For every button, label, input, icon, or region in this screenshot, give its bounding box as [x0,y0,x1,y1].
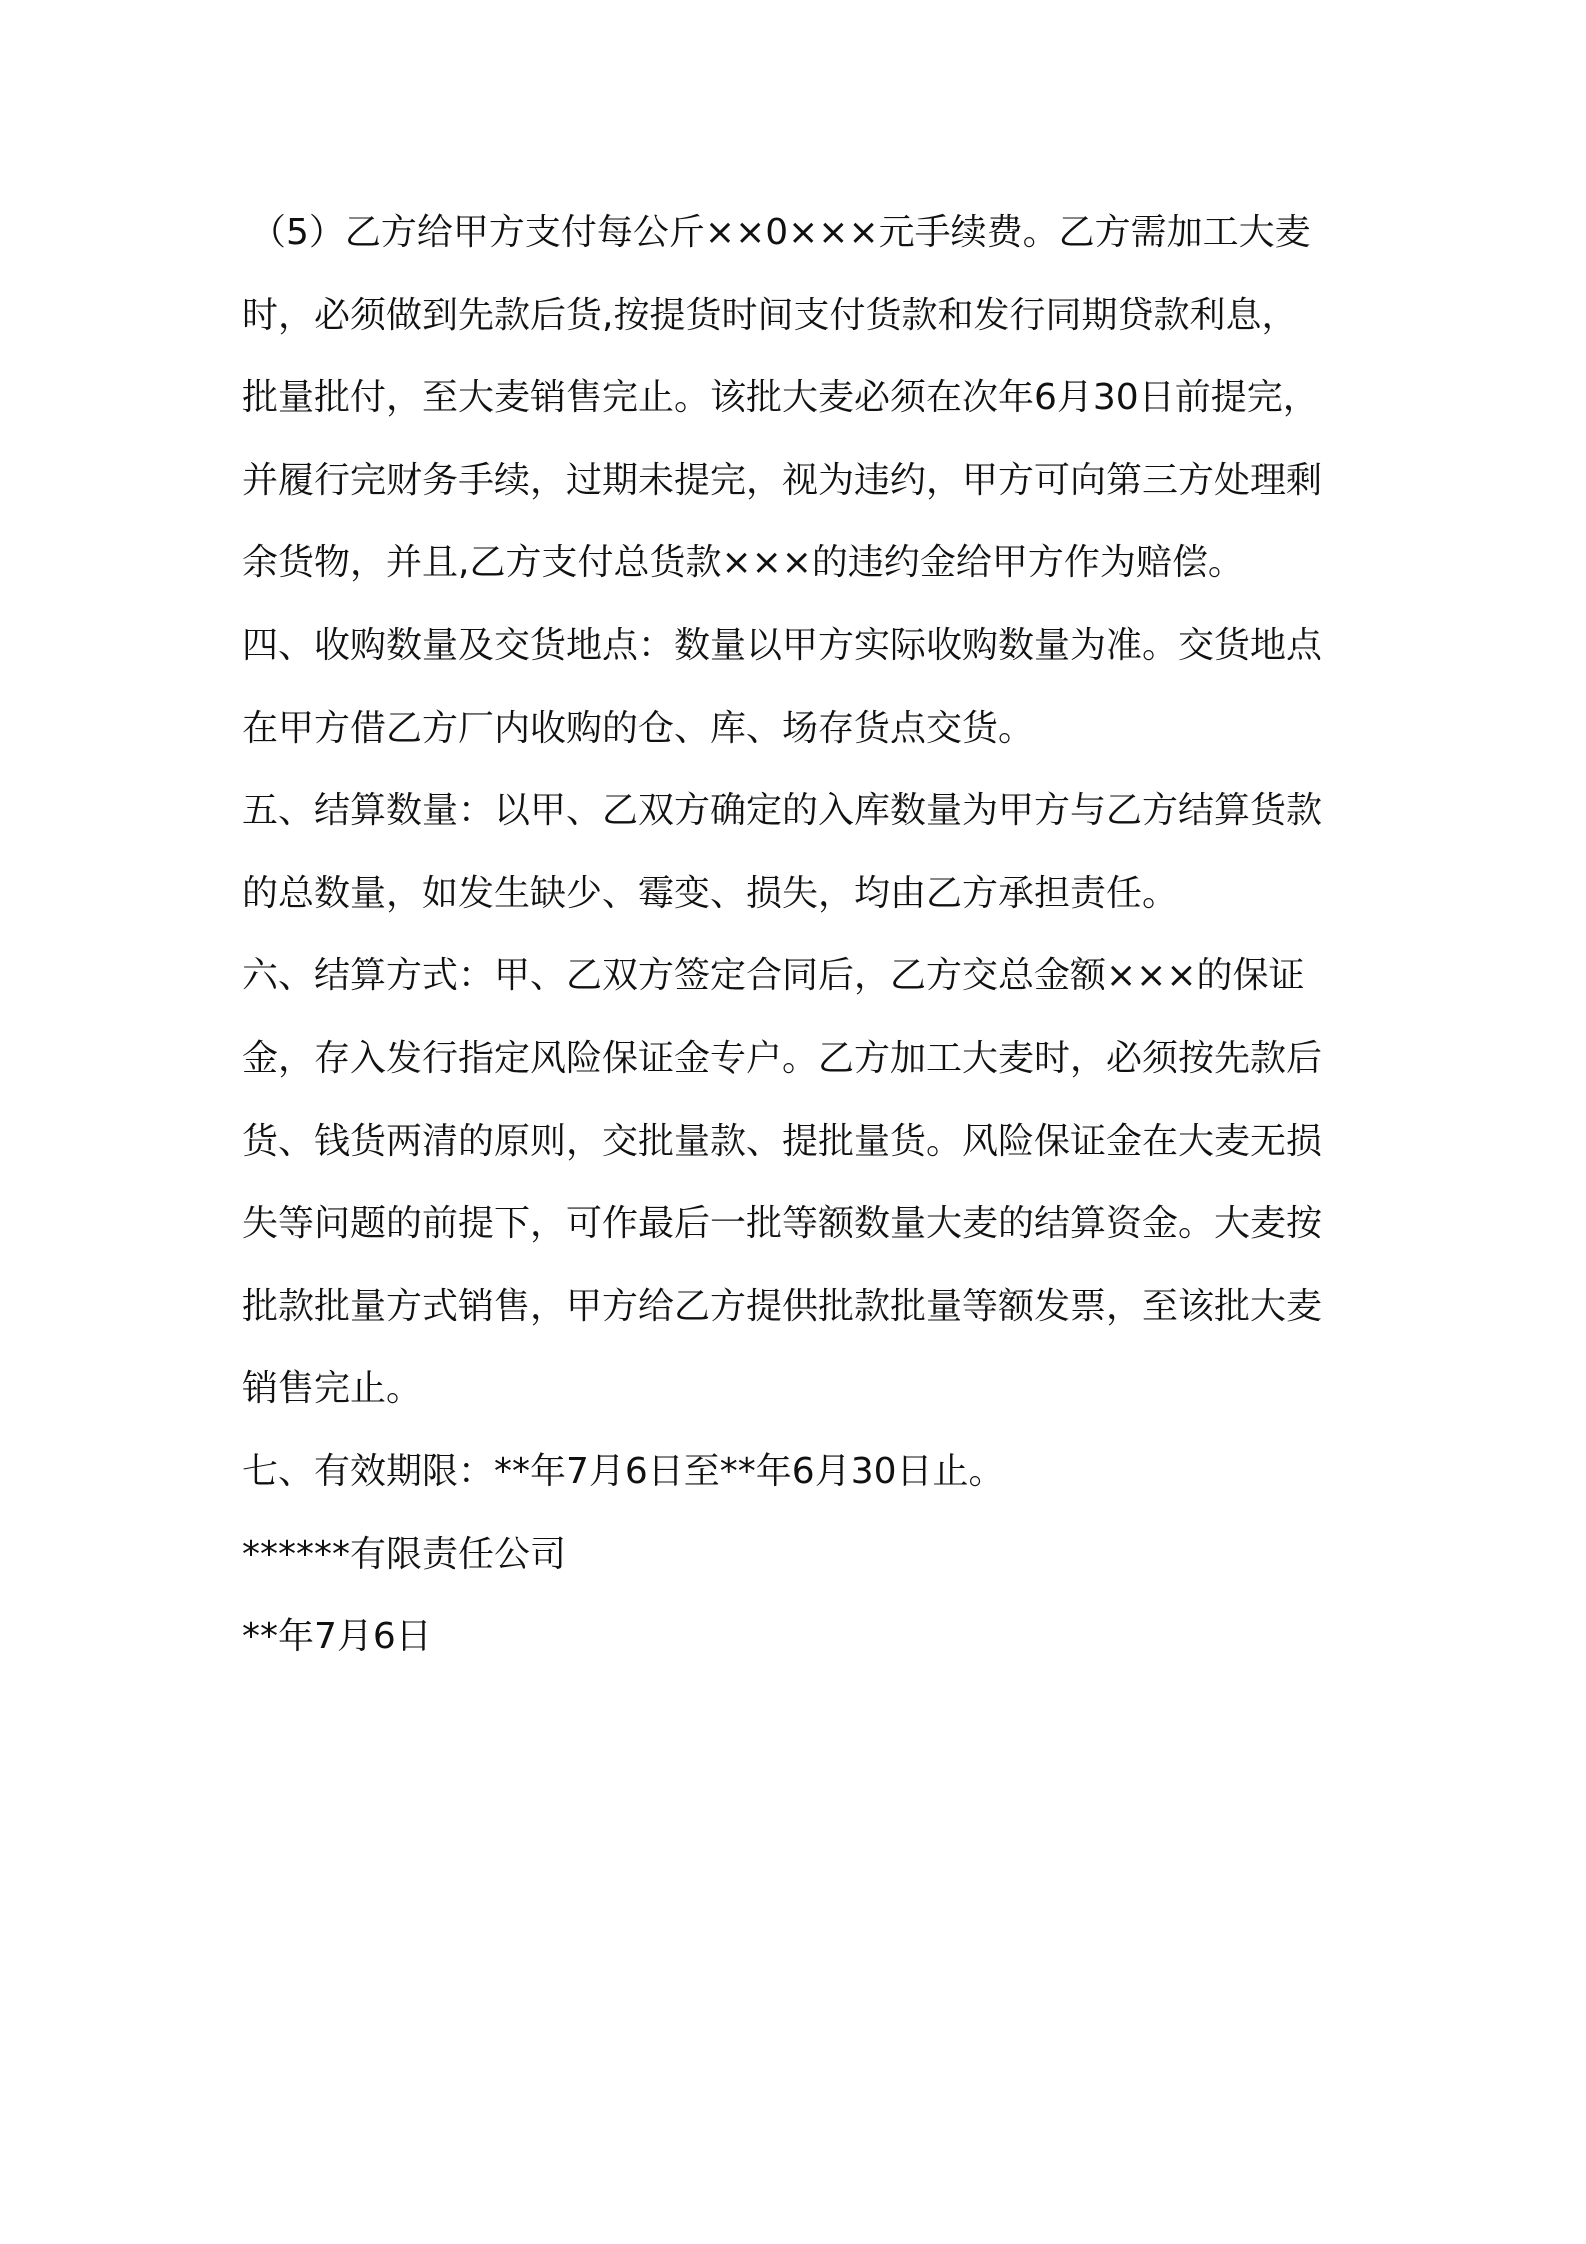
text-line: 时，必须做到先款后货,按提货时间支付货款和发行同期贷款利息， [242,294,1298,336]
section-seven-line: 七、有效期限：**年7月6日至**年6月30日止。 [242,1450,1005,1492]
section-four-line: 四、收购数量及交货地点：数量以甲方实际收购数量为准。交货地点 [242,624,1323,666]
text-line: （5）乙方给甲方支付每公斤××0×××元手续费。乙方需加工大麦 [250,212,1311,253]
section-five-line: 五、结算数量：以甲、乙双方确定的入库数量为甲方与乙方结算货款 [242,790,1323,832]
section-six-line: 六、结算方式：甲、乙双方签定合同后，乙方交总金额×××的保证 [242,955,1305,997]
text-line: 的总数量，如发生缺少、霉变、损失，均由乙方承担责任。 [242,872,1179,914]
text-line: 批款批量方式销售，甲方给乙方提供批款批量等额发票，至该批大麦 [242,1285,1323,1327]
company-name: ******有限责任公司 [242,1533,567,1575]
text-line: 并履行完财务手续，过期未提完，视为违约，甲方可向第三方处理剩 [242,459,1323,501]
signature-date: **年7月6日 [242,1616,432,1658]
text-line: 销售完止。 [242,1368,423,1410]
text-line: 失等问题的前提下，可作最后一批等额数量大麦的结算资金。大麦按 [242,1203,1323,1245]
contract-text [242,192,1362,1679]
text-line: 货、钱货两清的原则，交批量款、提批量货。风险保证金在大麦无损 [242,1120,1323,1162]
text-line: 批量批付，至大麦销售完止。该批大麦必须在次年6月30日前提完， [242,377,1319,419]
text-line: 在甲方借乙方厂内收购的仓、库、场存货点交货。 [242,707,1035,749]
text-line: 余货物，并且,乙方支付总货款×××的违约金给甲方作为赔偿。 [242,542,1244,584]
text-line: 金，存入发行指定风险保证金专户。乙方加工大麦时，必须按先款后 [242,1037,1323,1079]
